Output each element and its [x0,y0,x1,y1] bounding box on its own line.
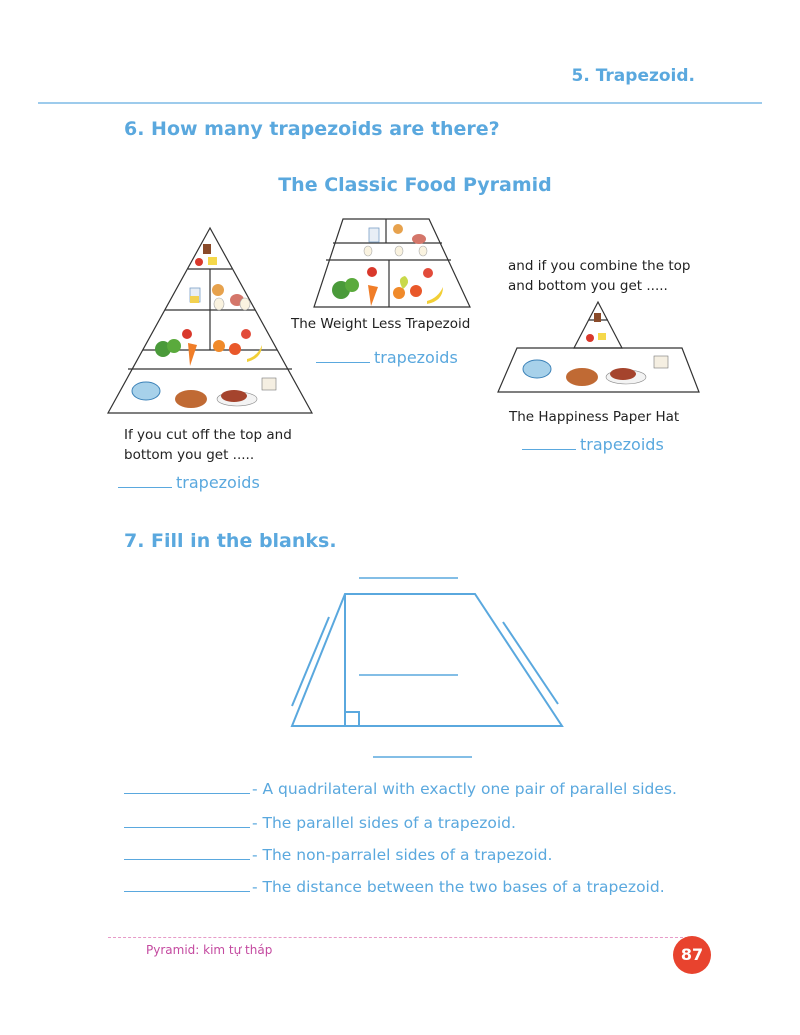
answer-blank[interactable] [316,348,370,363]
answer-blank[interactable] [522,435,576,450]
page-number-badge: 87 [673,936,711,974]
definition-text: - The parallel sides of a trapezoid. [252,814,516,832]
definition-row-3[interactable] [124,845,744,864]
question-7-title: 7. Fill in the blanks. [124,530,337,552]
section-title: 5. Trapezoid. [571,66,695,86]
answer-unit: trapezoids [176,473,260,492]
left-caption-line-2: bottom you get ..... [124,447,255,463]
definition-blank[interactable] [124,845,250,860]
definition-text: - The distance between the two bases of a trapezoid. [252,878,665,896]
definition-text: - A quadrilateral with exactly one pair of parallel sides. [252,780,677,798]
definition-blank[interactable] [124,813,250,828]
pyramid-title: The Classic Food Pyramid [278,174,552,196]
definition-row-1[interactable] [124,779,744,798]
right-caption-top-line-2: and bottom you get ..... [508,278,668,294]
answer-unit: trapezoids [374,348,458,367]
definition-blank[interactable] [124,779,250,794]
middle-answer-field[interactable] [316,348,458,367]
question-6-title: 6. How many trapezoids are there? [124,118,500,140]
left-caption-line-1: If you cut off the top and [124,427,292,443]
definition-blank[interactable] [124,877,250,892]
right-caption: The Happiness Paper Hat [509,409,680,425]
right-answer-field[interactable] [522,435,664,454]
definition-row-4[interactable] [124,877,744,896]
footer-divider [108,937,688,938]
definition-row-2[interactable] [124,813,744,832]
answer-unit: trapezoids [580,435,664,454]
left-answer-field[interactable] [118,473,260,492]
footer-note: Pyramid: kim tự tháp [146,943,273,957]
right-caption-top-line-1: and if you combine the top [508,258,691,274]
definition-text: - The non-parralel sides of a trapezoid. [252,846,553,864]
middle-caption: The Weight Less Trapezoid [291,316,471,332]
answer-blank[interactable] [118,473,172,488]
